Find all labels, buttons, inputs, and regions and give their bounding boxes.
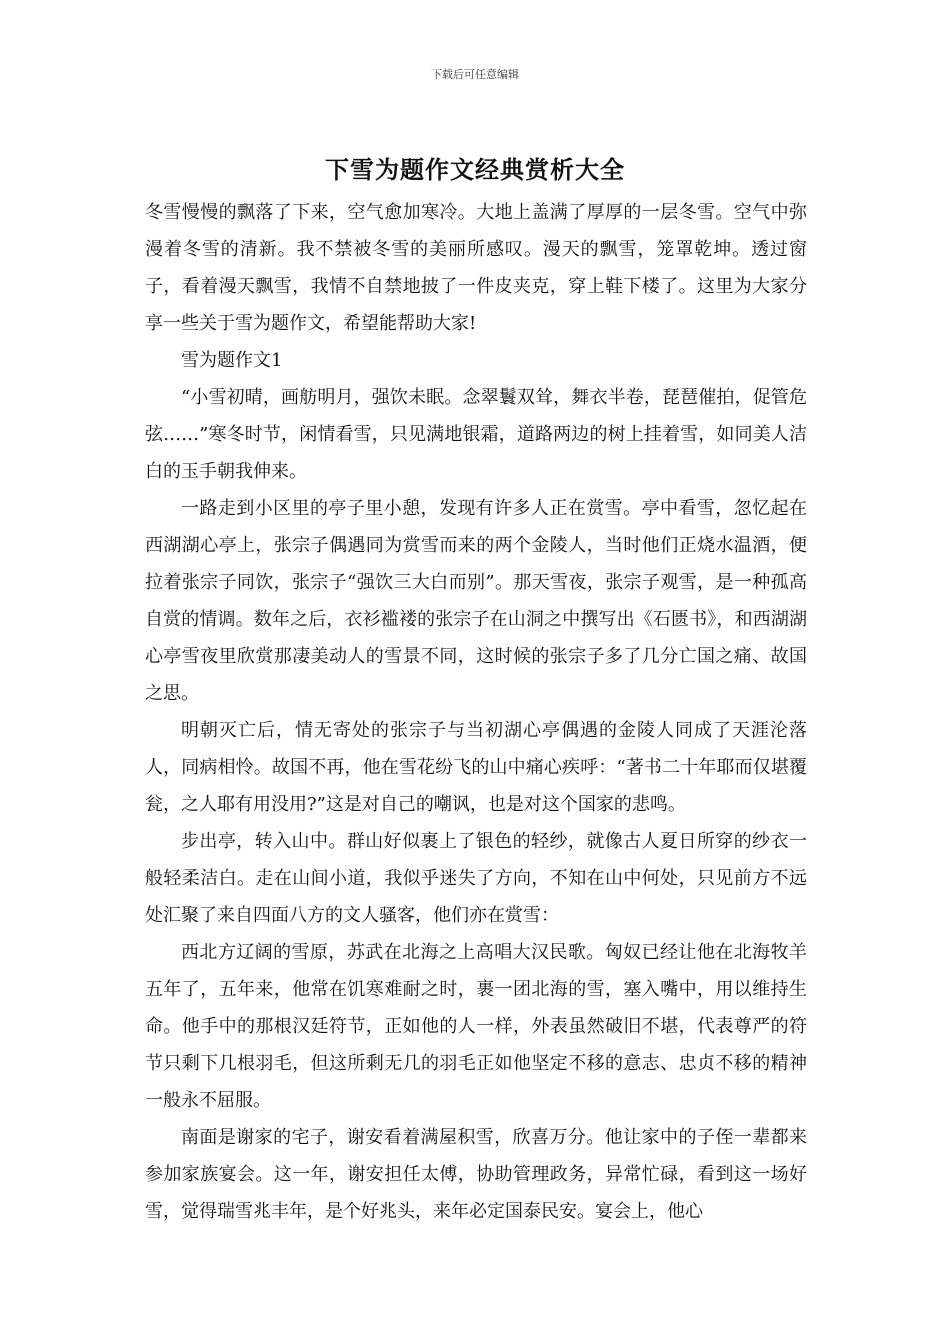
intro-paragraph: 冬雪慢慢的飘落了下来，空气愈加寒冷。大地上盖满了厚厚的一层冬雪。空气中弥漫着冬雪的清新。我不禁被冬雪的美丽所感叹。漫天的飘雪，笼罩乾坤。透过窗子，看着漫天飘雪，我情不自禁地披了一件皮夹克，穿上鞋下楼了。这里为大家分享一些关于雪为题作文，希望能帮助大家! — [145, 202, 807, 334]
body-paragraph: 南面是谢家的宅子，谢安看着满屋积雪，欣喜万分。他让家中的子侄一辈都来参加家族宴会。这一年，谢安担任太傅，协助管理政务，异常忙碌，看到这一场好雪，觉得瑞雪兆丰年，是个好兆头，来年必定国泰民安。宴会上，他心 — [145, 1127, 807, 1222]
document-body — [145, 194, 807, 1230]
body-paragraph: 步出亭，转入山中。群山好似裹上了银色的轻纱，就像古人夏日所穿的纱衣一般轻柔洁白。走在山间小道，我似乎迷失了方向，不知在山中何处，只见前方不远处汇聚了来自四面八方的文人骚客，他们亦在赏雪： — [145, 831, 807, 926]
body-paragraph: 一路走到小区里的亭子里小憩，发现有许多人正在赏雪。亭中看雪，忽忆起在西湖湖心亭上，张宗子偶遇同为赏雪而来的两个金陵人，当时他们正烧水温酒，便拉着张宗子同饮，张宗子“强饮三大白而别”。那天雪夜，张宗子观雪，是一种孤高自赏的情调。数年之后，衣衫褴褛的张宗子在山洞之中撰写出《石匮书》，和西湖湖心亭雪夜里欣赏那凄美动人的雪景不同，这时候的张宗子多了几分亡国之痛、故国之思。 — [145, 498, 807, 704]
body-paragraph: 明朝灭亡后，情无寄处的张宗子与当初湖心亭偶遇的金陵人同成了天涯沦落人，同病相怜。故国不再，他在雪花纷飞的山中痛心疾呼：“著书二十年耶而仅堪覆瓮，之人耶有用没用?”这是对自己的嘲讽，也是对这个国家的悲鸣。 — [145, 720, 807, 815]
document-title: 下雪为题作文经典赏析大全 — [325, 155, 625, 184]
section-heading: 雪为题作文1 — [181, 350, 283, 371]
body-paragraph: “小雪初晴，画舫明月，强饮未眠。念翠鬟双耸，舞衣半卷，琵琶催拍，促管危弦……”寒冬时节，闲情看雪，只见满地银霜，道路两边的树上挂着雪，如同美人洁白的玉手朝我伸来。 — [145, 387, 807, 482]
page-header-note: 下载后可任意编辑 — [431, 68, 519, 81]
body-paragraph: 西北方辽阔的雪原，苏武在北海之上高唱大汉民歌。匈奴已经让他在北海牧羊五年了，五年来，他常在饥寒难耐之时，裹一团北海的雪，塞入嘴中，用以维持生命。他手中的那根汉廷符节，正如他的人一样，外表虽然破旧不堪，代表尊严的符节只剩下几根羽毛，但这所剩无几的羽毛正如他坚定不移的意志、忠贞不移的精神一般永不屈服。 — [145, 942, 807, 1111]
